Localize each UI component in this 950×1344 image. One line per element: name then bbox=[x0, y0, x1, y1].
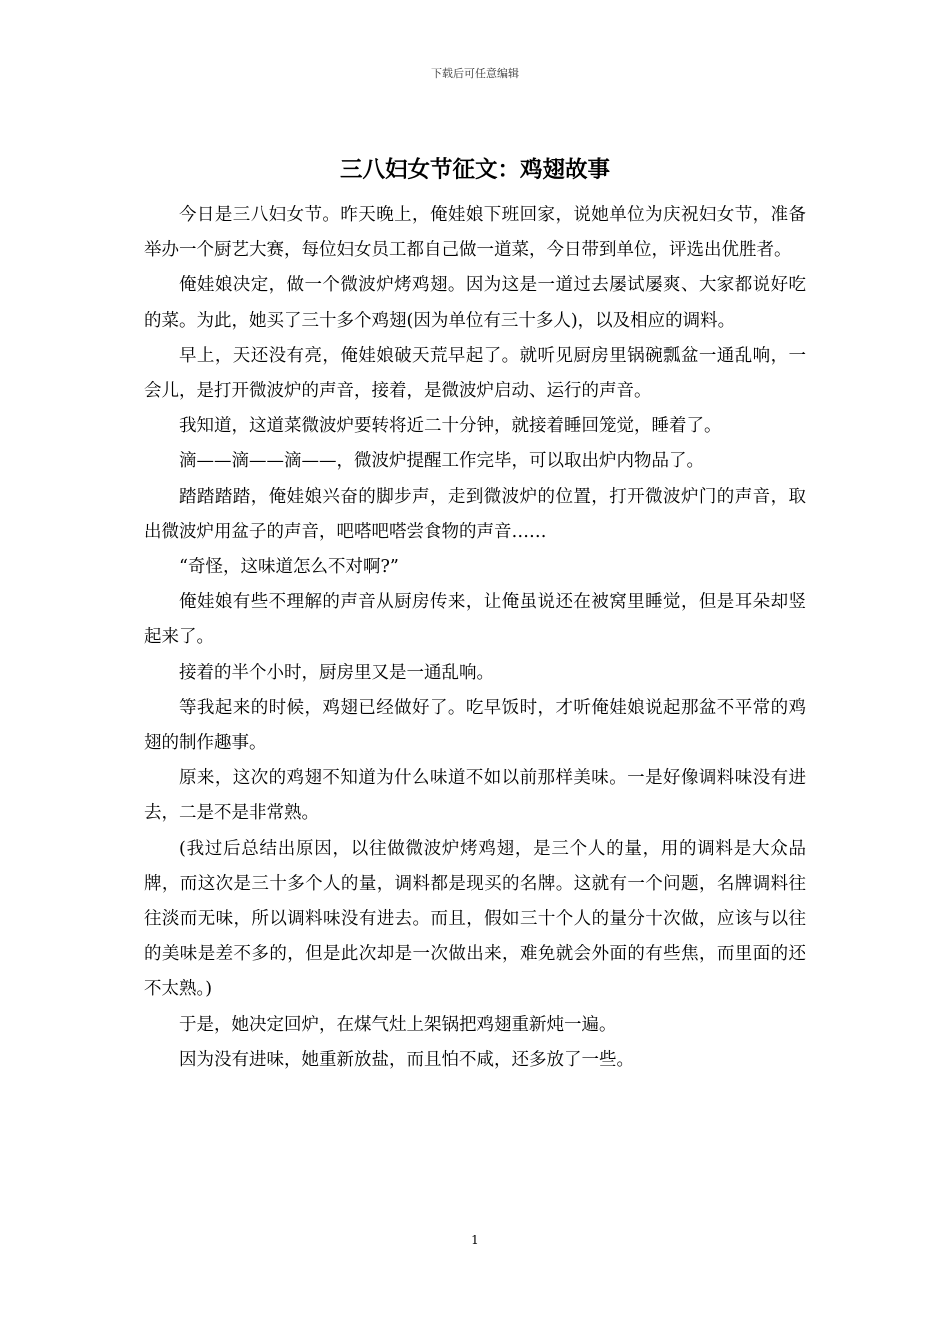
page-number: 1 bbox=[471, 1233, 479, 1247]
paragraph: 等我起来的时候，鸡翅已经做好了。吃早饭时，才听俺娃娘说起那盆不平常的鸡翅的制作趣事。 bbox=[144, 697, 806, 754]
document-body bbox=[144, 198, 806, 1078]
paragraph: 俺娃娘有些不理解的声音从厨房传来，让俺虽说还在被窝里睡觉，但是耳朵却竖起来了。 bbox=[144, 592, 806, 648]
paragraph: 滴——滴——滴——，微波炉提醒工作完毕，可以取出炉内物品了。 bbox=[179, 451, 704, 472]
paragraph: 早上，天还没有亮，俺娃娘破天荒早起了。就听见厨房里锅碗瓢盆一通乱响，一会儿，是打开微波炉的声音，接着，是微波炉启动、运行的声音。 bbox=[144, 345, 806, 402]
paragraph: 原来，这次的鸡翅不知道为什么味道不如以前那样美味。一是好像调料味没有进去，二是不是非常熟。 bbox=[144, 768, 806, 824]
document-title: 三八妇女节征文：鸡翅故事 bbox=[339, 157, 610, 183]
paragraph: 我知道，这道菜微波炉要转将近二十分钟，就接着睡回笼觉，睡着了。 bbox=[179, 416, 722, 437]
paragraph: 今日是三八妇女节。昨天晚上，俺娃娘下班回家，说她单位为庆祝妇女节，准备举办一个厨艺大赛，每位妇女员工都自己做一道菜，今日带到单位，评选出优胜者。 bbox=[144, 205, 806, 261]
paragraph: 因为没有进味，她重新放盐，而且怕不咸，还多放了一些。 bbox=[179, 1049, 634, 1070]
paragraph: 踏踏踏踏，俺娃娘兴奋的脚步声，走到微波炉的位置，打开微波炉门的声音，取出微波炉用盆子的声音，吧嗒吧嗒尝食物的声音…… bbox=[144, 486, 806, 542]
paragraph: 俺娃娘决定，做一个微波炉烤鸡翅。因为这是一道过去屡试屡爽、大家都说好吃的菜。为此，她买了三十多个鸡翅(因为单位有三十多人)，以及相应的调料。 bbox=[144, 275, 806, 331]
paragraph: 接着的半个小时，厨房里又是一通乱响。 bbox=[179, 662, 494, 683]
paragraph: “奇怪，这味道怎么不对啊?” bbox=[179, 557, 399, 578]
paragraph: 于是，她决定回炉，在煤气灶上架锅把鸡翅重新炖一遍。 bbox=[179, 1014, 617, 1035]
header-note: 下载后可任意编辑 bbox=[431, 67, 519, 80]
paragraph: (我过后总结出原因，以往做微波炉烤鸡翅，是三个人的量，用的调料是大众品牌，而这次是三十多个人的量，调料都是现买的名牌。这就有一个问题，名牌调料往往淡而无味，所以调料味没有进去。而且，假如三十个人的量分十次做，应该与以往的美味是差不多的，但是此次却是一次做出来，难免就会外面的有些焦，而里面的还不太熟。) bbox=[144, 838, 806, 1000]
